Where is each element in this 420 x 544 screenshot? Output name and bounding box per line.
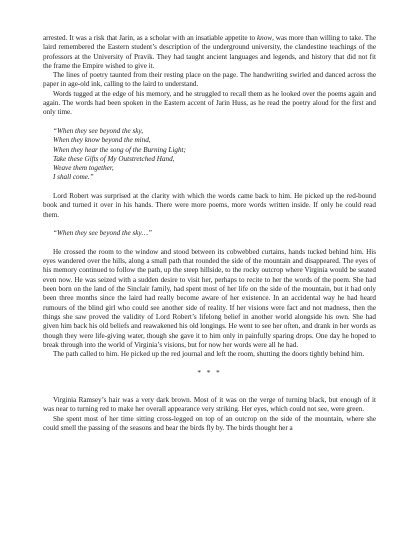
paragraph-7: Virginia Ramsey’s hair was a very dark brown. Most of it was on the verge of turning black, but enough of it was near to turning red to make her overall appearance very striking. Her eyes, which could not see, were green. [43, 395, 376, 414]
paragraph-6: The path called to him. He picked up the red journal and left the room, shutting the doors tightly behind him. [53, 350, 365, 359]
text-run: arrested. It was a risk that Jarin, as a scholar with an insatiable appetite to [43, 34, 257, 42]
paragraph-8: She spent most of her time sitting cross-legged on top of an outcrop on the side of the mountain, where she could smell the passing of the seasons and hear the birds fly by. The birds thought her a [43, 414, 376, 432]
text-run: , was more than willing to take. The laird remembered the Eastern student’s description of the underground university, the clandestine teachings of the professors at the University of Pravik. They had taught ancient languages and legends, and history that did not fit the frame the Empire wished to give it. [43, 34, 376, 70]
paragraph-5: He crossed the room to the window and stood between its cobwebbed curtains, hands tucked behind him. His eyes wandered over the hills, along a small path that rounded the side of the mountain and disappeared. The eyes of his memory continued to follow the path, up the steep hillside, to the rocky outcrop where Virginia would be seated even now. He was seized with a sudden desire to visit her, perhaps to recite to her the words of the poem. She had been born on the land of the Sinclair family, had spent most of her life on the side of the mountain, but it had only been three months since the laird had really become aware of her existence. In an accidental way he had heard rumours of the blind girl who could see another side of reality. If her visions were fact and not madness, then the things she saw proved the validity of Lord Robert’s lifelong belief in another world alongside his own. She had given him back his old beliefs and reawakened his old longings. He went to see her often, and drank in her words as though they were life-giving water, though she gave it to him only in painfully sparing drops. One day he hoped to break through into the world of Virginia’s visions, but for now her words were all he had. [43, 247, 376, 349]
section-separator: * * * [197, 368, 222, 377]
paragraph-4: Lord Robert was surprised at the clarity with which the words came back to him. He picked up the red-bound book and turned it over in his hands. There were more poems, more words written inside. If only he could read them. [43, 192, 376, 219]
poem-line: Weave them together, [53, 164, 114, 173]
poem-line: I shall come.” [53, 173, 94, 182]
paragraph-3: Words tugged at the edge of his memory, and he struggled to recall them as he looked over the poems again and again. The words had been spoken in the Eastern accent of Jarin Huss, as he read the poetry aloud for the first and only time. [43, 89, 376, 117]
poem-line: “When they see beyond the sky, [53, 126, 144, 135]
poem-block [53, 127, 376, 183]
emphasis-text: know [257, 34, 273, 42]
paragraph-2: The lines of poetry taunted from their resting place on the page. The handwriting swirled and danced across the paper in age-old ink, calling to the laird to understand. [43, 71, 376, 89]
poem-line: Take these Gifts of My Outstretched Hand, [53, 154, 175, 163]
paragraph-1 [43, 34, 376, 71]
poem-line: When they hear the song of the Burning Light; [53, 145, 186, 154]
quoted-line: “When they see beyond the sky…” [53, 229, 152, 238]
poem-line: When they know beyond the mind, [53, 136, 151, 145]
